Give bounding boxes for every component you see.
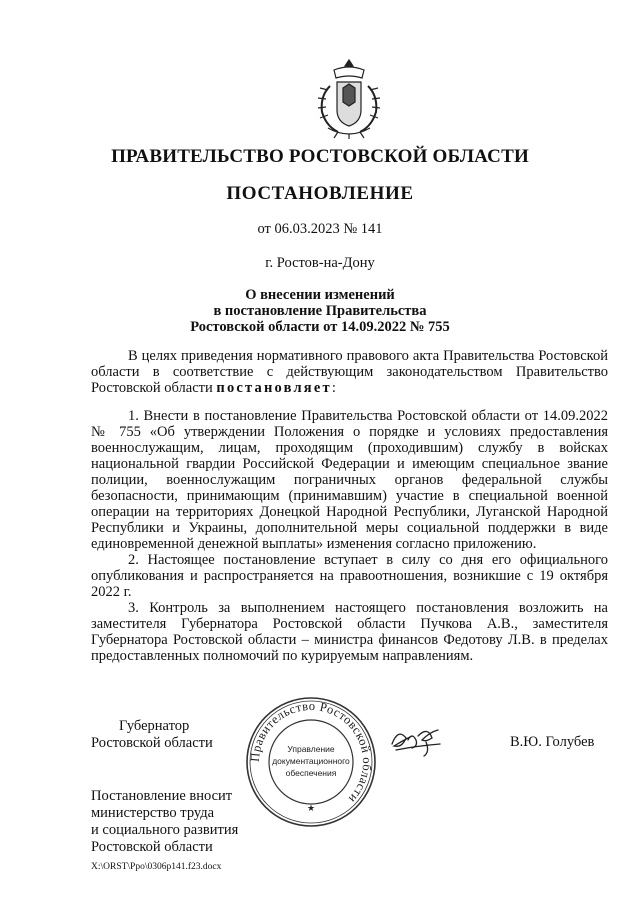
subject-line: О внесении изменений	[245, 287, 395, 303]
document-number-date: от 06.03.2023 № 141	[257, 221, 383, 237]
point-2-paragraph: 2. Настоящее постановление вступает в силу со дня его официального опубликования и распространяется на правоотношения, возникшие с 19 октября 2022 г.	[91, 552, 608, 600]
position-line: Ростовской области	[91, 735, 213, 751]
svg-text:★: ★	[306, 803, 316, 813]
official-stamp	[244, 695, 378, 829]
signer-name: В.Ю. Голубев	[510, 734, 595, 750]
subject-line: Ростовской области от 14.09.2022 № 755	[190, 319, 450, 335]
introduced-by-line: Ростовской области	[91, 839, 213, 855]
point-3-paragraph: 3. Контроль за выполнением настоящего постановления возложить на заместителя Губернатора Ростовской области Пучкова А.В., заместителя Губернатора Ростовской области – министра финансов Федотову Л.В. в пределах предоставленных полномочий по курируемым направлениям.	[91, 600, 608, 664]
document-body	[91, 348, 608, 664]
document-city: г. Ростов-на-Дону	[265, 255, 375, 271]
preamble-paragraph	[91, 348, 608, 396]
introduced-by-line: министерство труда	[91, 805, 215, 821]
stamp-center-line: Управление	[287, 744, 335, 754]
governor-position	[91, 718, 213, 752]
document-subject	[0, 287, 640, 335]
position-line: Губернатор	[119, 718, 190, 734]
point-1-paragraph: 1. Внести в постановление Правительства Ростовской области от 14.09.2022 № 755 «Об утверждении Положения о порядке и условиях предоставления военнослужащим, лицам, проходящим (проходившим) службу в войсках национальной гвардии Российской Федерации и имеющим специальное звание полиции, военнослужащим пограничных органов федеральной службы безопасности, принимающим (принимавшим) участие в специальной военной операции на территориях Донецкой Народной Республики, Луганской Народной Республики и Украины, дополнительной меры социальной поддержки в виде единовременной денежной выплаты» изменения согласно приложению.	[91, 408, 608, 552]
organization-title: ПРАВИТЕЛЬСТВО РОСТОВСКОЙ ОБЛАСТИ	[111, 146, 529, 167]
handwritten-signature	[388, 722, 458, 758]
stamp-ring-text: Правительство Ростовской области	[247, 698, 375, 806]
introduced-by	[91, 788, 238, 856]
coat-of-arms-emblem	[310, 58, 388, 140]
stamp-center-line: документационного	[272, 756, 350, 766]
document-type-heading: ПОСТАНОВЛЕНИЕ	[226, 183, 414, 204]
preamble-text: В целях приведения нормативного правового акта Правительства Ростовской области в соответствие с действующим законодательством Правительство Ростовской области	[91, 348, 608, 396]
introduced-by-line: и социального развития	[91, 822, 239, 838]
decree-word: постановляет	[216, 380, 332, 396]
file-path: X:\ORST\Ppo\0306p141.f23.docx	[91, 862, 222, 872]
preamble-end: :	[331, 380, 336, 396]
stamp-center-line: обеспечения	[285, 768, 337, 778]
subject-line: в постановление Правительства	[213, 303, 427, 319]
introduced-by-line: Постановление вносит	[91, 788, 233, 804]
